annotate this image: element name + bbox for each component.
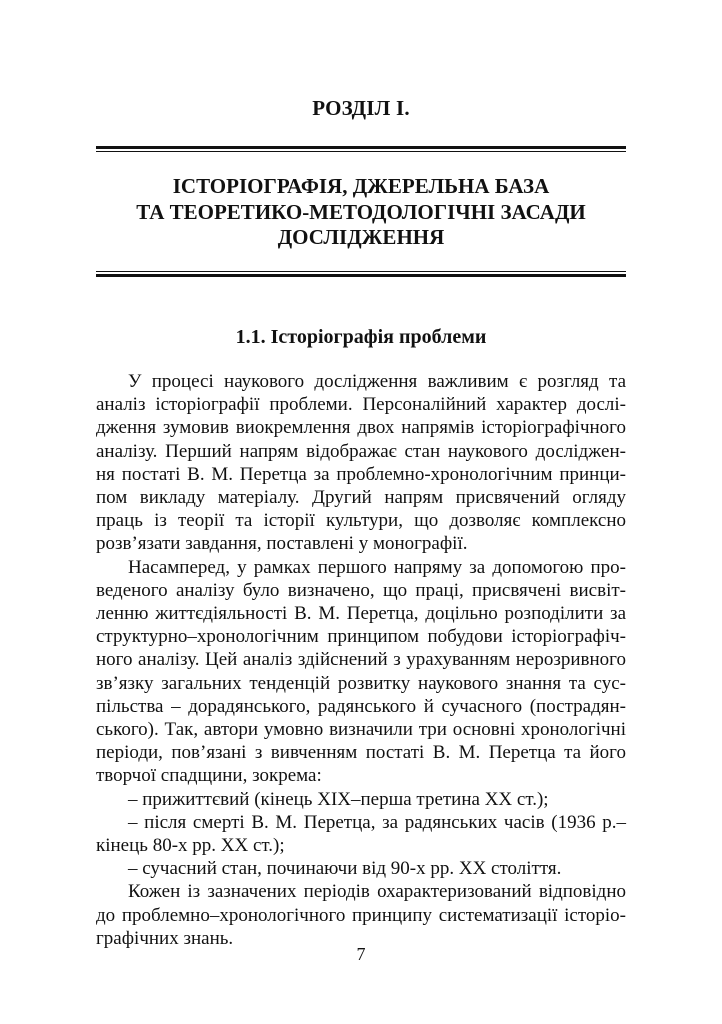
double-rule-bottom [96, 271, 626, 277]
double-rule-top [96, 146, 626, 152]
text-line: – після смерті В. М. Перетца, за радянських часів (1936 р.– [128, 811, 626, 833]
text-line: У процесі наукового дослідження важливим є розгляд та [128, 371, 626, 392]
rule-thick-line [96, 146, 626, 149]
text-line: до проблемно–хронологічного принципу систематизації історіо- [96, 904, 626, 926]
text-line: Насамперед, у рамках першого напряму за допомогою про- [128, 556, 626, 578]
paragraph [96, 370, 626, 556]
paragraph [96, 880, 626, 950]
text-line: ного аналізу. Цей аналіз здійснений з урахуванням нерозривного [96, 649, 626, 671]
text-line: аналізу. Перший напрям відображає стан наукового досліджен- [96, 440, 626, 462]
rule-thin-line [96, 151, 626, 152]
rule-thick-line [96, 274, 626, 277]
text-line: графічних знань. [96, 927, 234, 949]
text-line: праць із теорії та історії культури, що дозволяє комплексно [96, 510, 626, 532]
subsection-heading: 1.1. Історіографія проблеми [235, 326, 487, 348]
text-line: аналіз історіографії проблеми. Персоналійний характер дослі- [96, 394, 626, 416]
paragraph [96, 788, 626, 811]
paragraph [96, 556, 626, 788]
section-title-line: ІСТОРІОГРАФІЯ, ДЖЕРЕЛЬНА БАЗА [172, 174, 550, 198]
paragraph [96, 811, 626, 857]
body-text [96, 370, 626, 950]
text-line: дження зумовив виокремлення двох напрямів історіографічного [96, 417, 626, 439]
text-line: ня постаті В. М. Перетца за проблемно-хронологічним принци- [96, 463, 626, 485]
section-title-line: ТА ТЕОРЕТИКО-МЕТОДОЛОГІЧНІ ЗАСАДИ [136, 199, 586, 224]
text-line: – сучасний стан, починаючи від 90-х рр. ХХ століття. [128, 858, 562, 880]
text-line: ського). Так, автори умовно визначили три основні хронологічні [96, 719, 626, 741]
section-title-line: ДОСЛІДЖЕННЯ [277, 225, 445, 249]
section-title [96, 174, 626, 251]
text-line: періоди, пов’язані з вивченням постаті В. М. Перетца та його [96, 742, 626, 764]
text-line: кінець 80-х рр. ХХ ст.); [96, 835, 285, 857]
text-line: пільства – дорадянського, радянського й сучасного (пострадян- [96, 695, 626, 717]
text-line: ленню життєдіяльності В. М. Перетца, доцільно розподілити за [96, 603, 626, 625]
paragraph [96, 857, 626, 880]
text-line: творчої спадщини, зокрема: [96, 765, 322, 787]
page-number: 7 [356, 944, 366, 964]
chapter-heading: РОЗДІЛ І. [312, 96, 410, 120]
text-line: Кожен із зазначених періодів охарактеризований відповідно [128, 881, 626, 903]
text-line: – прижиттєвий (кінець ХІХ–перша третина ХХ ст.); [128, 788, 549, 810]
text-line: пом викладу матеріалу. Другий напрям присвячений огляду [96, 487, 626, 509]
text-line: веденого аналізу було визначено, що праці, присвячені висвіт- [96, 579, 626, 601]
text-line: розв’язати завдання, поставлені у монографії. [96, 533, 468, 555]
rule-thin-line [96, 271, 626, 272]
text-line: структурно–хронологічним принципом побудови історіографіч- [96, 626, 626, 648]
text-line: зв’язку загальних тенденцій розвитку наукового знання та сус- [96, 672, 626, 694]
